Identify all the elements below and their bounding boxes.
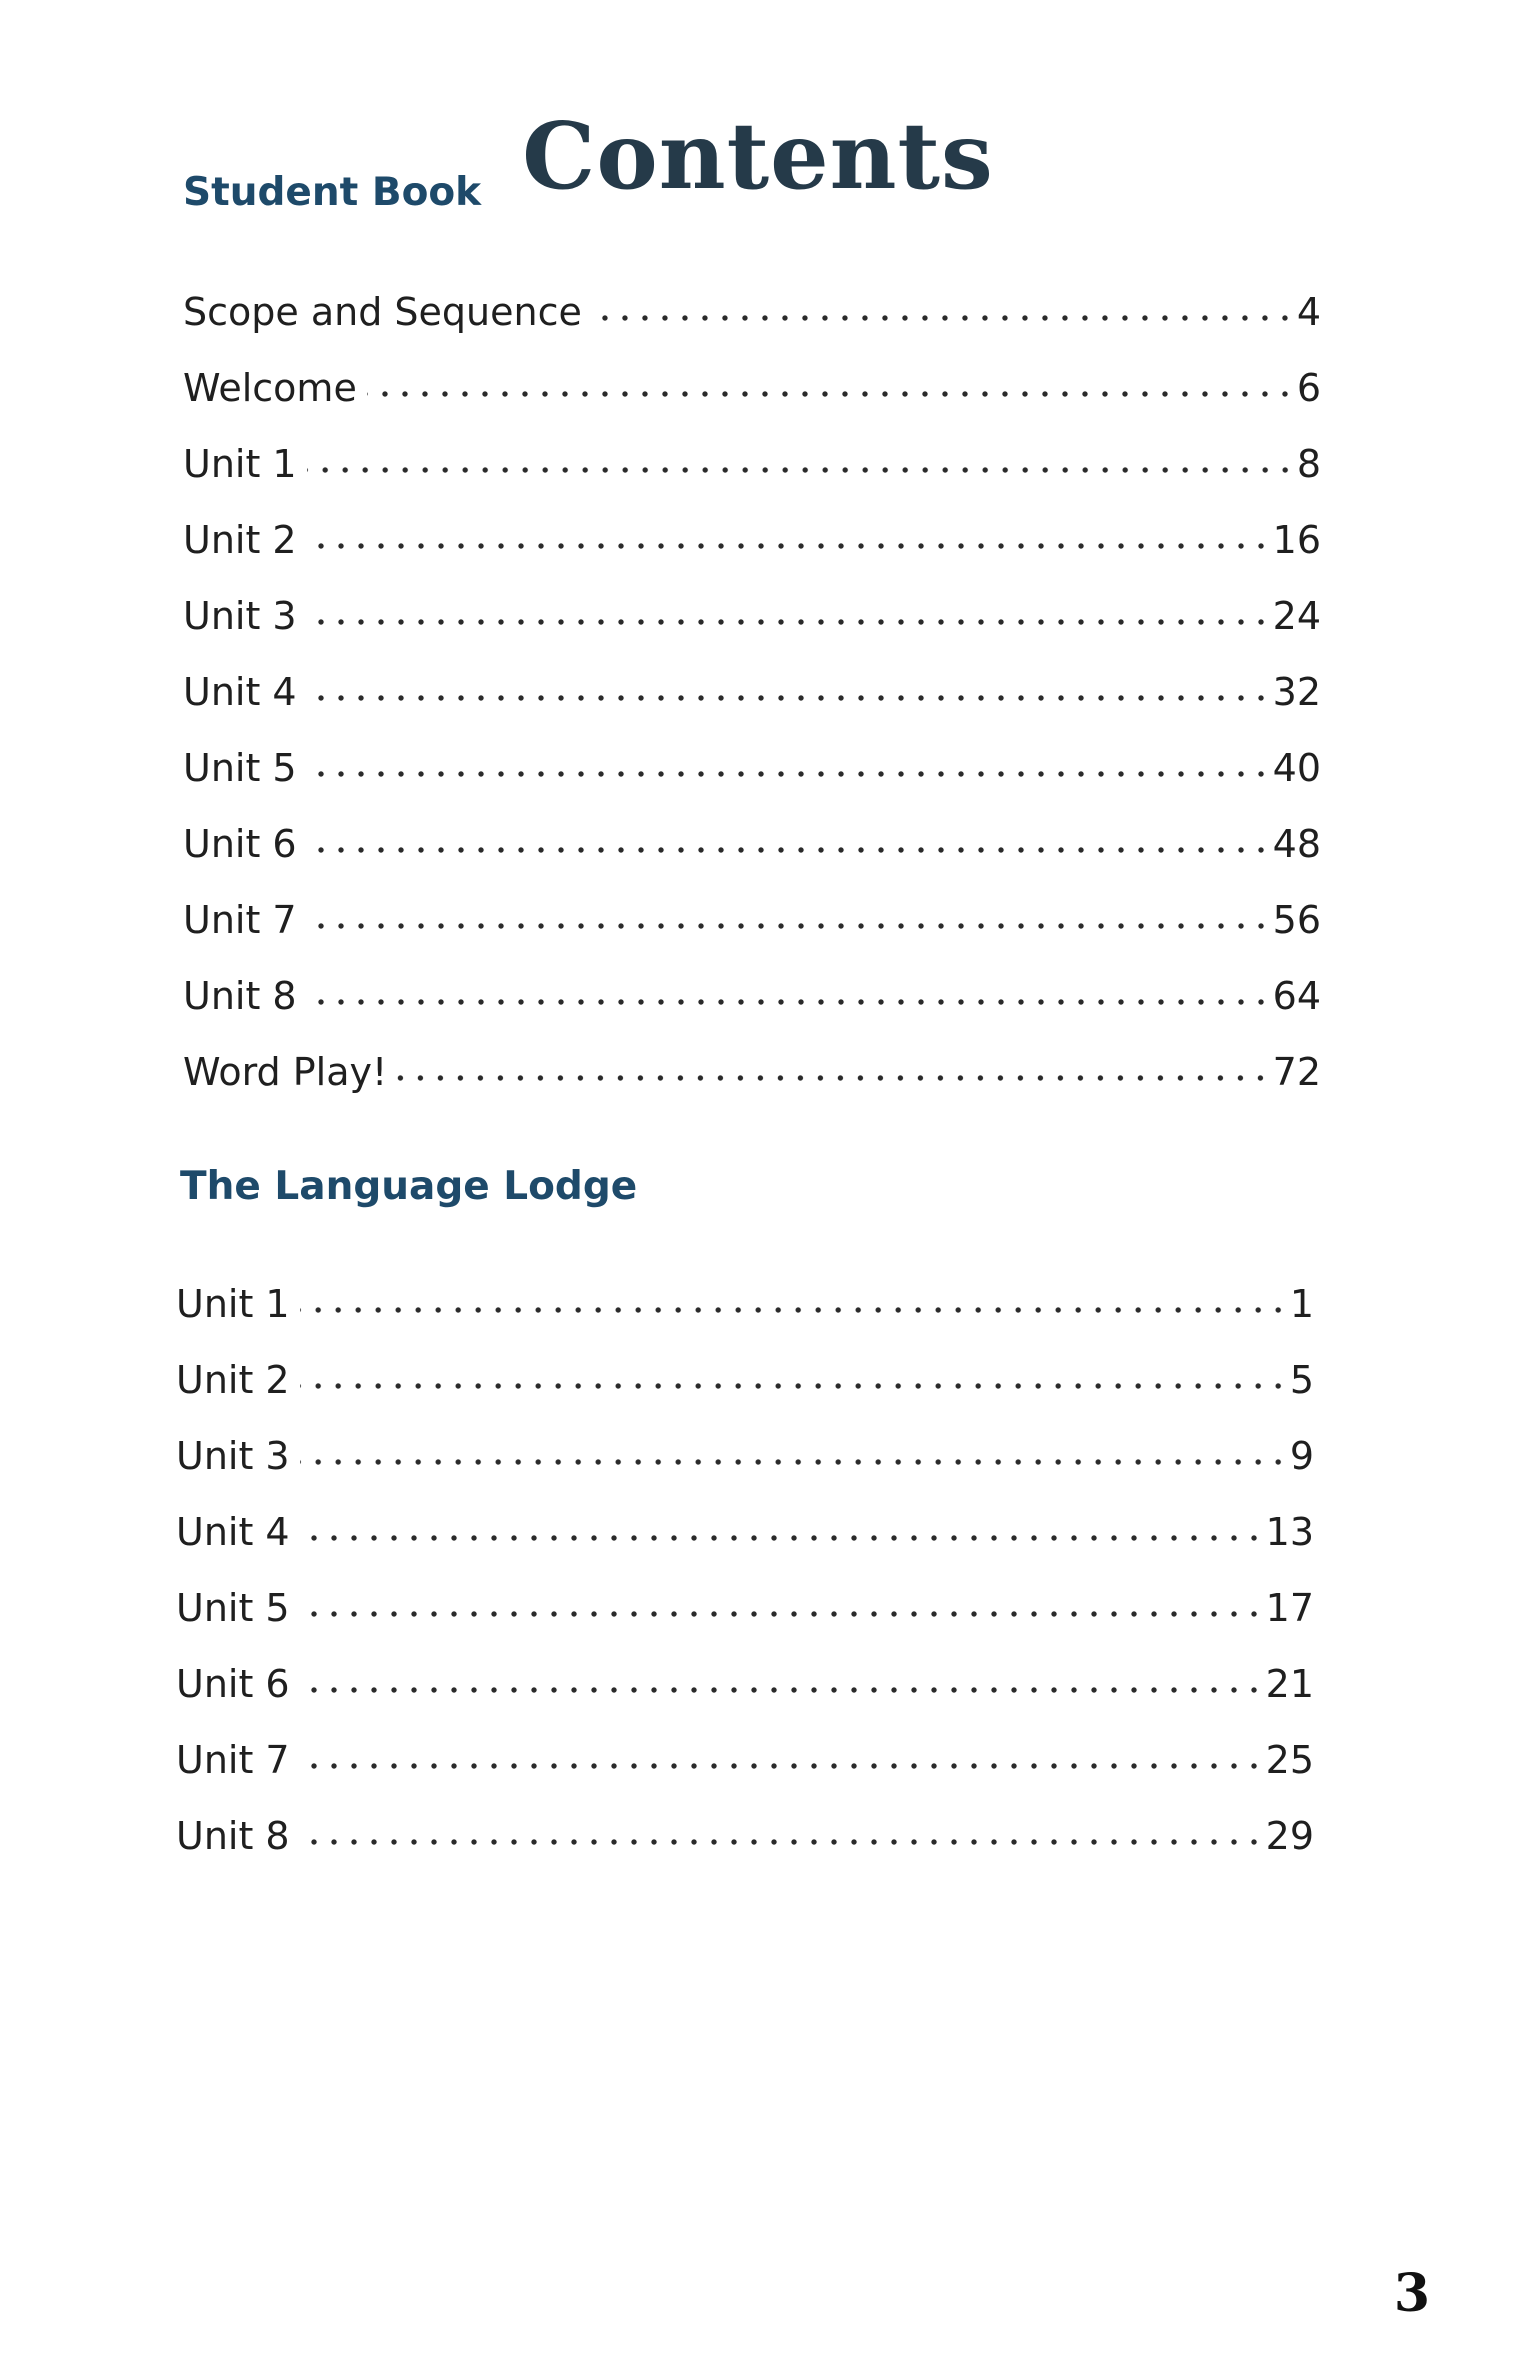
dot-leader bbox=[300, 1304, 1288, 1316]
dot-leader bbox=[300, 1608, 1264, 1620]
toc-entry bbox=[183, 486, 1321, 562]
toc-entry-label: Unit 2 bbox=[183, 518, 297, 562]
toc-entry-page: 6 bbox=[1296, 366, 1321, 410]
toc-entry bbox=[183, 262, 1321, 334]
toc-entry-page: 64 bbox=[1272, 974, 1321, 1018]
toc-entry-page: 4 bbox=[1296, 290, 1321, 334]
page-title: Contents bbox=[522, 101, 994, 210]
toc-entry bbox=[176, 1478, 1314, 1554]
toc-entry-page: 13 bbox=[1265, 1510, 1314, 1554]
dot-leader bbox=[307, 996, 1271, 1008]
toc-entry-page: 40 bbox=[1272, 746, 1321, 790]
dot-leader bbox=[307, 616, 1271, 628]
toc-entry-page: 21 bbox=[1265, 1662, 1314, 1706]
toc-entry bbox=[183, 334, 1321, 410]
toc-entry-label: Unit 8 bbox=[183, 974, 297, 1018]
toc-entry bbox=[176, 1326, 1314, 1402]
toc-entry-label: Unit 4 bbox=[176, 1510, 290, 1554]
toc-entry bbox=[183, 410, 1321, 486]
toc-entry-page: 29 bbox=[1265, 1814, 1314, 1858]
dot-leader bbox=[300, 1760, 1264, 1772]
toc-entry-label: Unit 3 bbox=[176, 1434, 290, 1478]
toc-entry bbox=[183, 866, 1321, 942]
toc-entry-label: Unit 7 bbox=[183, 898, 297, 942]
dot-leader bbox=[300, 1456, 1288, 1468]
toc-entry bbox=[176, 1630, 1314, 1706]
dot-leader bbox=[592, 312, 1295, 324]
dot-leader bbox=[307, 768, 1271, 780]
toc-entry bbox=[176, 1782, 1314, 1858]
dot-leader bbox=[307, 540, 1271, 552]
dot-leader bbox=[300, 1684, 1264, 1696]
toc-entry bbox=[176, 1706, 1314, 1782]
toc-entry-label: Unit 5 bbox=[183, 746, 297, 790]
toc-entry-label: Unit 4 bbox=[183, 670, 297, 714]
toc-entry bbox=[183, 714, 1321, 790]
dot-leader bbox=[307, 920, 1271, 932]
toc-entry-label: Unit 6 bbox=[183, 822, 297, 866]
toc-entry bbox=[183, 942, 1321, 1018]
dot-leader bbox=[300, 1532, 1264, 1544]
toc-entry bbox=[183, 790, 1321, 866]
toc-entry-label: Unit 1 bbox=[176, 1282, 290, 1326]
toc-entry-page: 32 bbox=[1272, 670, 1321, 714]
dot-leader bbox=[307, 464, 1295, 476]
toc-entry bbox=[176, 1554, 1314, 1630]
toc-entry bbox=[176, 1402, 1314, 1478]
toc-entry-label: Unit 3 bbox=[183, 594, 297, 638]
toc-entry bbox=[183, 1018, 1321, 1094]
dot-leader bbox=[367, 388, 1295, 400]
page-number: 3 bbox=[1393, 2263, 1430, 2324]
dot-leader bbox=[307, 844, 1271, 856]
toc-entry-page: 25 bbox=[1265, 1738, 1314, 1782]
dot-leader bbox=[300, 1836, 1264, 1848]
toc-list-language-lodge bbox=[176, 1250, 1314, 1858]
toc-entry-label: Unit 6 bbox=[176, 1662, 290, 1706]
toc-entry-label: Scope and Sequence bbox=[183, 290, 582, 334]
toc-entry-page: 9 bbox=[1289, 1434, 1314, 1478]
toc-entry-page: 72 bbox=[1272, 1050, 1321, 1094]
toc-entry-page: 8 bbox=[1296, 442, 1321, 486]
toc-entry-label: Unit 7 bbox=[176, 1738, 290, 1782]
toc-entry-page: 24 bbox=[1272, 594, 1321, 638]
toc-list-student-book bbox=[183, 262, 1321, 1094]
toc-entry bbox=[183, 562, 1321, 638]
dot-leader bbox=[307, 692, 1271, 704]
section-heading-student-book: Student Book bbox=[183, 170, 482, 215]
toc-entry bbox=[183, 638, 1321, 714]
toc-entry-page: 56 bbox=[1272, 898, 1321, 942]
toc-entry-label: Unit 8 bbox=[176, 1814, 290, 1858]
section-heading-language-lodge: The Language Lodge bbox=[180, 1164, 638, 1209]
toc-entry-label: Word Play! bbox=[183, 1050, 388, 1094]
toc-entry-label: Welcome bbox=[183, 366, 357, 410]
toc-entry-page: 5 bbox=[1289, 1358, 1314, 1402]
toc-entry-label: Unit 1 bbox=[183, 442, 297, 486]
toc-entry-page: 16 bbox=[1272, 518, 1321, 562]
toc-entry-page: 48 bbox=[1272, 822, 1321, 866]
dot-leader bbox=[300, 1380, 1288, 1392]
toc-entry-label: Unit 2 bbox=[176, 1358, 290, 1402]
toc-entry-page: 17 bbox=[1265, 1586, 1314, 1630]
toc-entry bbox=[176, 1250, 1314, 1326]
toc-entry-page: 1 bbox=[1289, 1282, 1314, 1326]
dot-leader bbox=[397, 1072, 1270, 1084]
toc-entry-label: Unit 5 bbox=[176, 1586, 290, 1630]
